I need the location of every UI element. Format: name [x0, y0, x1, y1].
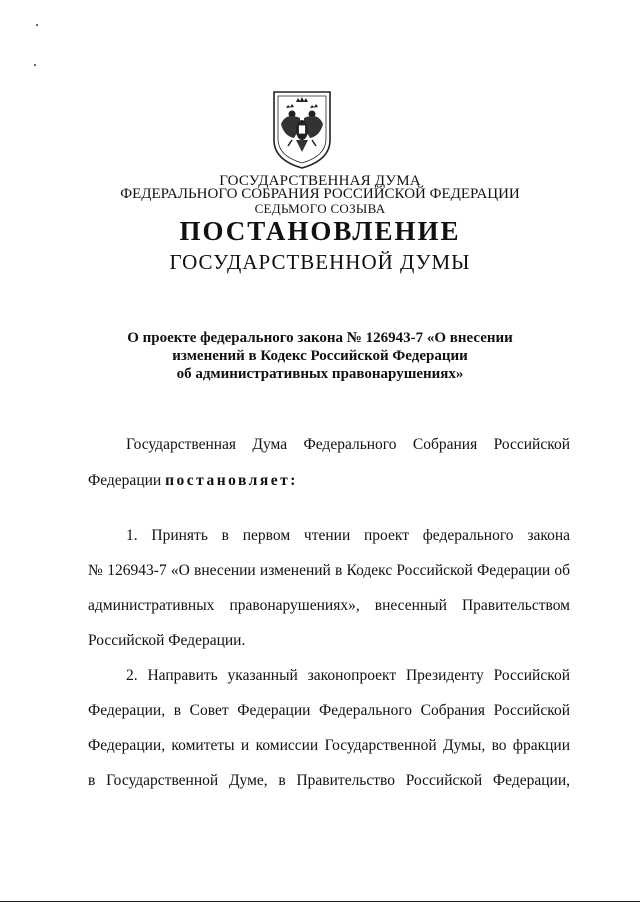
org-line-3: СЕДЬМОГО СОЗЫВА — [254, 201, 386, 216]
preamble-line-1: Государственная Дума Федерального Собрания Российской — [126, 436, 570, 453]
item2-line-4: в Государственной Думе, в Правительство Российской Федерации, — [88, 772, 570, 789]
item1-line-2: № 126943-7 «О внесении изменений в Кодекс Российской Федерации об — [88, 562, 570, 579]
item1-line-4: Российской Федерации. — [88, 632, 246, 649]
decision-word: постановляет: — [165, 472, 298, 489]
item2-line-1: 2. Направить указанный законопроект Президенту Российской — [126, 667, 570, 684]
title-line-2: изменений в Кодекс Российской Федерации — [172, 348, 468, 364]
org-line-1: ГОСУДАРСТВЕННАЯ ДУМА — [219, 173, 421, 189]
preamble-text: Федерации — [88, 472, 166, 489]
item2-line-3: Федерации, комитеты и комиссии Государственной Думы, во фракции — [88, 737, 570, 754]
item2-line-2: Федерации, в Совет Федерации Федерального Собрания Российской — [88, 702, 570, 719]
page-edge-line — [0, 901, 640, 902]
document-type-subtitle: ГОСУДАРСТВЕННОЙ ДУМЫ — [169, 250, 471, 274]
item1-line-3: административных правонарушениях», внесенный Правительством — [88, 597, 570, 614]
coat-of-arms-icon — [270, 88, 334, 170]
scan-speck — [34, 64, 36, 66]
document-type: ПОСТАНОВЛЕНИЕ — [179, 216, 461, 246]
item1-line-1: 1. Принять в первом чтении проект федерального закона — [126, 527, 570, 544]
title-line-1: О проекте федерального закона № 126943-7 «О внесении — [127, 330, 513, 346]
org-line-2: ФЕДЕРАЛЬНОГО СОБРАНИЯ РОССИЙСКОЙ ФЕДЕРАЦИИ — [120, 186, 520, 202]
preamble-line-2 — [88, 472, 570, 490]
scan-speck — [36, 24, 38, 26]
title-line-3: об административных правонарушениях» — [176, 366, 464, 382]
